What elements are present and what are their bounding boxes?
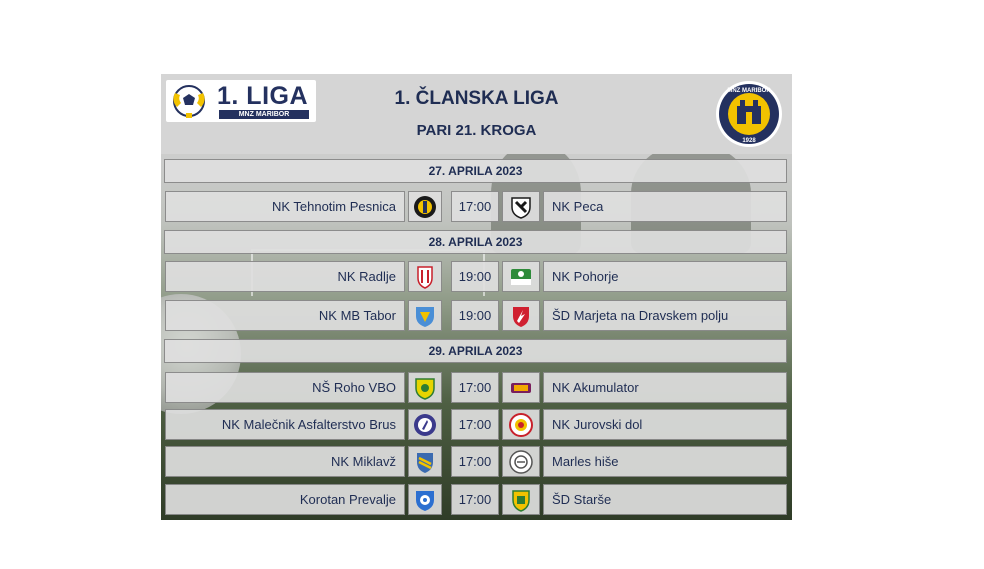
home-team: NK Tehnotim Pesnica	[165, 191, 405, 222]
malecnik-crest-icon	[413, 413, 437, 437]
home-team: Korotan Prevalje	[165, 484, 405, 515]
home-crest	[408, 372, 442, 403]
miklavz-crest-icon	[413, 450, 437, 474]
page-subtitle: PARI 21. KROGA	[416, 122, 537, 139]
home-crest	[408, 409, 442, 440]
home-team: NŠ Roho VBO	[165, 372, 405, 403]
fixtures-poster	[161, 74, 792, 520]
akumulator-crest-icon	[509, 376, 533, 400]
kickoff-time: 17:00	[451, 409, 499, 440]
jurovski-dol-crest-icon	[509, 413, 533, 437]
home-team: NK Miklavž	[165, 446, 405, 477]
away-crest	[502, 409, 540, 440]
away-team: Marles hiše	[543, 446, 787, 477]
liga-logo-text: 1. LIGA	[217, 82, 309, 110]
away-crest	[502, 261, 540, 292]
korotan-prevalje-crest-icon	[413, 488, 437, 512]
kickoff-time: 19:00	[451, 261, 499, 292]
away-crest	[502, 191, 540, 222]
home-crest	[408, 261, 442, 292]
crest-text: MNZ MARIBOR	[727, 88, 771, 94]
home-crest	[408, 191, 442, 222]
away-crest	[502, 372, 540, 403]
kickoff-time: 17:00	[451, 191, 499, 222]
peca-crest-icon	[509, 195, 533, 219]
away-team: ŠD Marjeta na Dravskem polju	[543, 300, 787, 331]
page-title: 1. ČLANSKA LIGA	[394, 88, 559, 109]
away-crest	[502, 484, 540, 515]
kickoff-time: 19:00	[451, 300, 499, 331]
date-header: 28. APRILA 2023	[164, 230, 787, 254]
home-team: NK MB Tabor	[165, 300, 405, 331]
home-crest	[408, 484, 442, 515]
home-crest	[408, 446, 442, 477]
marjeta-crest-icon	[509, 304, 533, 328]
home-crest	[408, 300, 442, 331]
date-header: 29. APRILA 2023	[164, 339, 787, 363]
mb-tabor-crest-icon	[413, 304, 437, 328]
poster-header	[161, 74, 792, 154]
away-team: NK Jurovski dol	[543, 409, 787, 440]
radlje-crest-icon	[413, 265, 437, 289]
home-team: NK Malečnik Asfalterstvo Brus	[165, 409, 405, 440]
away-crest	[502, 300, 540, 331]
away-crest	[502, 446, 540, 477]
away-team: NK Akumulator	[543, 372, 787, 403]
pohorje-crest-icon	[509, 265, 533, 289]
date-header: 27. APRILA 2023	[164, 159, 787, 183]
away-team: ŠD Starše	[543, 484, 787, 515]
roho-vbo-crest-icon	[413, 376, 437, 400]
mnz-maribor-crest-icon	[715, 80, 783, 148]
away-team: NK Pohorje	[543, 261, 787, 292]
liga-logo-subtext: MNZ MARIBOR	[219, 110, 309, 119]
away-team: NK Peca	[543, 191, 787, 222]
kickoff-time: 17:00	[451, 372, 499, 403]
tehnotim-pesnica-crest-icon	[413, 195, 437, 219]
home-team: NK Radlje	[165, 261, 405, 292]
kickoff-time: 17:00	[451, 446, 499, 477]
crest-year: 1928	[742, 138, 756, 144]
marles-hise-crest-icon	[509, 450, 533, 474]
kickoff-time: 17:00	[451, 484, 499, 515]
sd-starse-crest-icon	[509, 488, 533, 512]
